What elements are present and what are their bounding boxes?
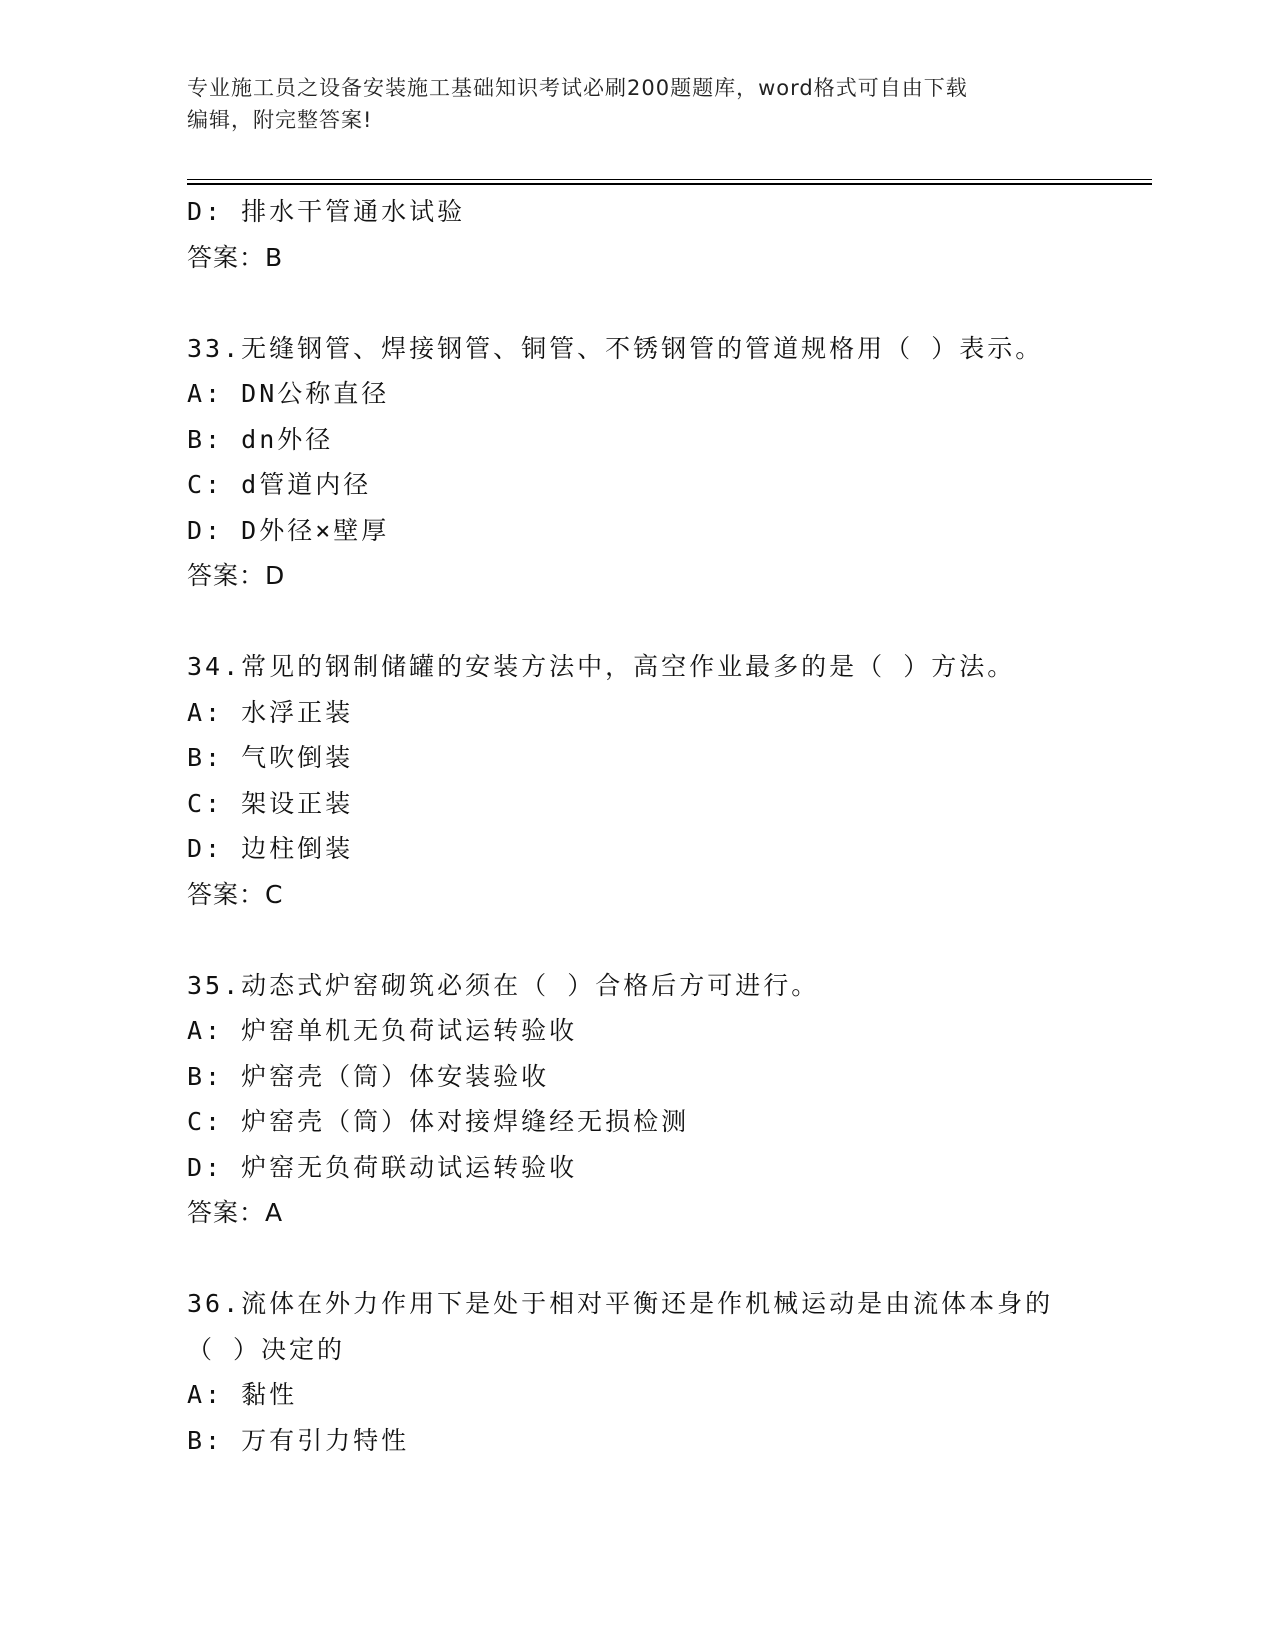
header-line-1: 专业施工员之设备安装施工基础知识考试必刷200题题库，word格式可自由下载 xyxy=(187,76,968,100)
option-a: A: 水浮正装 xyxy=(187,697,354,727)
header-line-2: 编辑，附完整答案! xyxy=(187,108,373,132)
question-34-stem: 34.常见的钢制储罐的安装方法中，高空作业最多的是（ ）方法。 xyxy=(187,652,1016,681)
question-36-stem: 36.流体在外力作用下是处于相对平衡还是作机械运动是由流体本身的 xyxy=(187,1289,1054,1318)
spacer xyxy=(187,599,1147,645)
spacer xyxy=(187,917,1147,963)
option-c: C: 架设正装 xyxy=(187,788,354,818)
option-d: D: 排水干管通水试验 xyxy=(187,197,466,226)
option-b: B: dn外径 xyxy=(187,424,334,454)
option-b: B: 万有引力特性 xyxy=(187,1425,410,1455)
question-35-stem: 35.动态式炉窑砌筑必须在（ ）合格后方可进行。 xyxy=(187,970,820,1000)
question-33-stem: 33.无缝钢管、焊接钢管、铜管、不锈钢管的管道规格用（ ）表示。 xyxy=(187,333,1044,363)
option-b: B: 炉窑壳（筒）体安装验收 xyxy=(187,1061,550,1091)
option-b: B: 气吹倒装 xyxy=(187,743,354,772)
option-a: A: 炉窑单机无负荷试运转验收 xyxy=(187,1016,578,1045)
header-divider-bottom xyxy=(187,183,1152,185)
option-d: D: 边柱倒装 xyxy=(187,834,354,863)
option-d: D: D外径×壁厚 xyxy=(187,515,390,545)
option-a: A: 黏性 xyxy=(187,1380,298,1409)
spacer xyxy=(187,280,1147,326)
question-36-stem-continued: （ ）决定的 xyxy=(187,1334,346,1364)
answer: 答案：A xyxy=(187,1198,284,1227)
option-c: C: 炉窑壳（筒）体对接焊缝经无损检测 xyxy=(187,1107,690,1136)
option-d: D: 炉窑无负荷联动试运转验收 xyxy=(187,1152,578,1182)
answer: 答案：D xyxy=(187,561,286,590)
header-divider-top xyxy=(187,179,1152,180)
answer: 答案：C xyxy=(187,879,284,909)
option-a: A: DN公称直径 xyxy=(187,379,390,408)
option-c: C: d管道内径 xyxy=(187,470,372,499)
answer: 答案：B xyxy=(187,242,284,272)
question-list xyxy=(187,189,1147,1463)
spacer xyxy=(187,1236,1147,1282)
document-header xyxy=(187,72,1087,136)
